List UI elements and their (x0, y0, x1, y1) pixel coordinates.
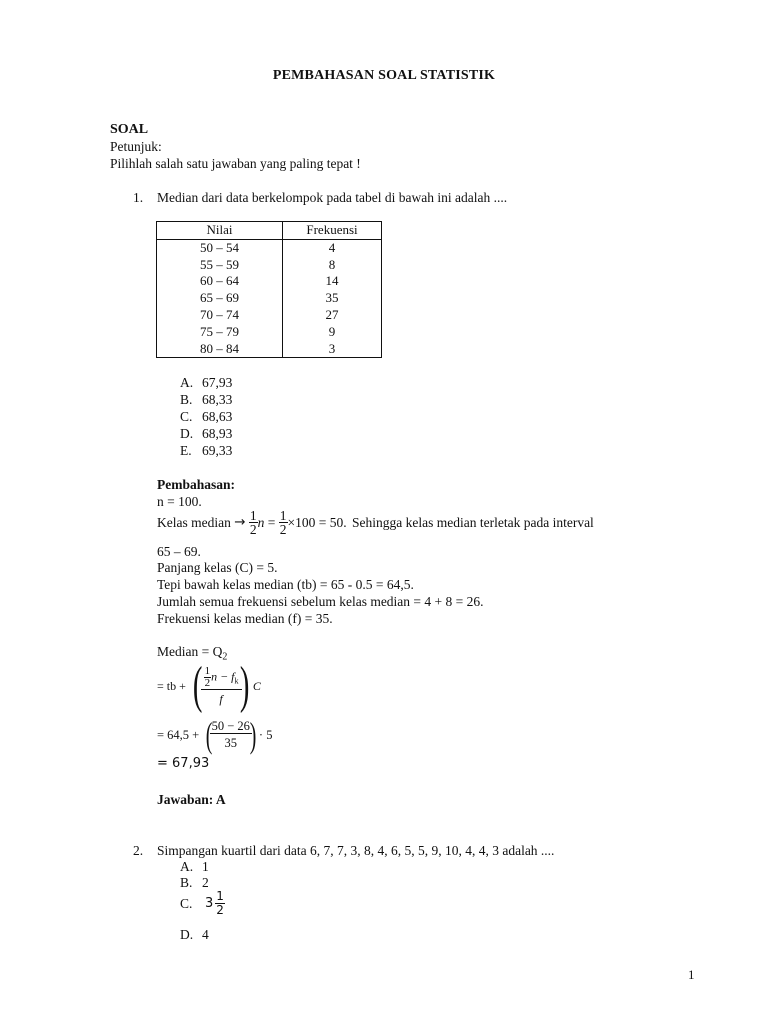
q2-option-d: D. 4 (180, 927, 209, 942)
q2-option-a: A. 1 (180, 859, 209, 874)
instructions-label: Petunjuk: (110, 139, 162, 154)
solution-heading: Pembahasan: (157, 477, 236, 492)
frekuensi-median: Frekuensi kelas median (f) = 35. (157, 611, 333, 626)
frequency-table (156, 221, 382, 358)
table-cell: 65 – 69 (157, 290, 283, 307)
left-paren: ( (193, 657, 203, 714)
page-title: PEMBAHASAN SOAL STATISTIK (272, 68, 496, 83)
table-row (157, 341, 382, 358)
q2-question: Simpangan kuartil dari data 6, 7, 7, 3, 8, 4, 6, 5, 5, 9, 10, 4, 4, 3 adalah .... (157, 843, 555, 858)
median-formula: = tb + ( $\frac{1}{2}$ $n - f_k$ f ) C (157, 657, 261, 714)
table-row (157, 273, 382, 290)
table-cell: 4 (283, 239, 382, 256)
q2-option-c: C. 3 $\frac{1}{2}$ (180, 889, 224, 917)
table-cell: 75 – 79 (157, 324, 283, 341)
table-header-row (157, 222, 382, 240)
table-cell: 60 – 64 (157, 273, 283, 290)
q1-option-e: E. 69,33 (180, 443, 233, 458)
table-cell: 27 (283, 307, 382, 324)
tepi-bawah: Tepi bawah kelas median (tb) = 65 - 0.5 = 64,5. (157, 577, 414, 592)
q2-number: 2. (133, 843, 144, 858)
fraction-half: $\frac{1}{2}$ (249, 508, 257, 537)
instructions-text: Pilihlah salah satu jawaban yang paling tepat ! (110, 156, 361, 171)
table-cell: 50 – 54 (157, 239, 283, 256)
step2-fraction: $\frac{50 - 26}{35}$ (211, 719, 250, 750)
table-row (157, 239, 382, 256)
table-row (157, 290, 382, 307)
table-cell: 55 – 59 (157, 257, 283, 274)
solution-n: n = 100. (157, 494, 202, 509)
table-cell: 8 (283, 257, 382, 274)
table-row (157, 257, 382, 274)
table-row (157, 307, 382, 324)
page-number: 1 (688, 967, 695, 982)
formula-fraction: $\frac{1}{2}$ $n - f_k$ f (201, 666, 242, 706)
right-paren: ) (239, 657, 249, 714)
median-interval: 65 – 69. (157, 544, 201, 559)
q1-number: 1. (133, 190, 144, 205)
fraction-half: $\frac{1}{2}$ (279, 508, 287, 537)
table-cell: 3 (283, 341, 382, 358)
q1-option-b: B. 68,33 (180, 392, 233, 407)
column-header-nilai: Nilai (157, 222, 283, 240)
table-row (157, 324, 382, 341)
q1-answer: Jawaban: A (157, 792, 226, 807)
jumlah-frekuensi: Jumlah semua frekuensi sebelum kelas median = 4 + 8 = 26. (157, 594, 484, 609)
table-cell: 70 – 74 (157, 307, 283, 324)
q1-option-a: A. 67,93 (180, 375, 233, 390)
median-label: Median = $Q_2$ (157, 644, 228, 663)
left-paren: ( (205, 715, 212, 755)
table-cell: 14 (283, 273, 382, 290)
median-step-2: = 64,5 + ( $\frac{50 - 26}{35}$ ) · 5 (157, 715, 273, 755)
median-result: = 67,93 (157, 756, 210, 771)
q1-option-d: D. 68,93 (180, 426, 233, 441)
arrow-icon: → (234, 514, 246, 530)
mixed-fraction: $\frac{1}{2}$ (216, 889, 224, 917)
panjang-kelas: Panjang kelas (C) = 5. (157, 560, 278, 575)
table-cell: 9 (283, 324, 382, 341)
q1-question: Median dari data berkelompok pada tabel di bawah ini adalah .... (157, 190, 508, 205)
q2-option-b: B. 2 (180, 875, 209, 890)
table-cell: 35 (283, 290, 382, 307)
q1-option-c: C. 68,63 (180, 409, 233, 424)
kelas-median-line: Kelas median → $\frac{1}{2}$ n = $\frac{1}{2}$ ×100 = 50. Sehingga kelas median terletak pada interval (157, 508, 594, 537)
right-paren: ) (249, 715, 257, 755)
section-heading: SOAL (110, 122, 149, 137)
column-header-frekuensi: Frekuensi (283, 222, 382, 240)
table-cell: 80 – 84 (157, 341, 283, 358)
